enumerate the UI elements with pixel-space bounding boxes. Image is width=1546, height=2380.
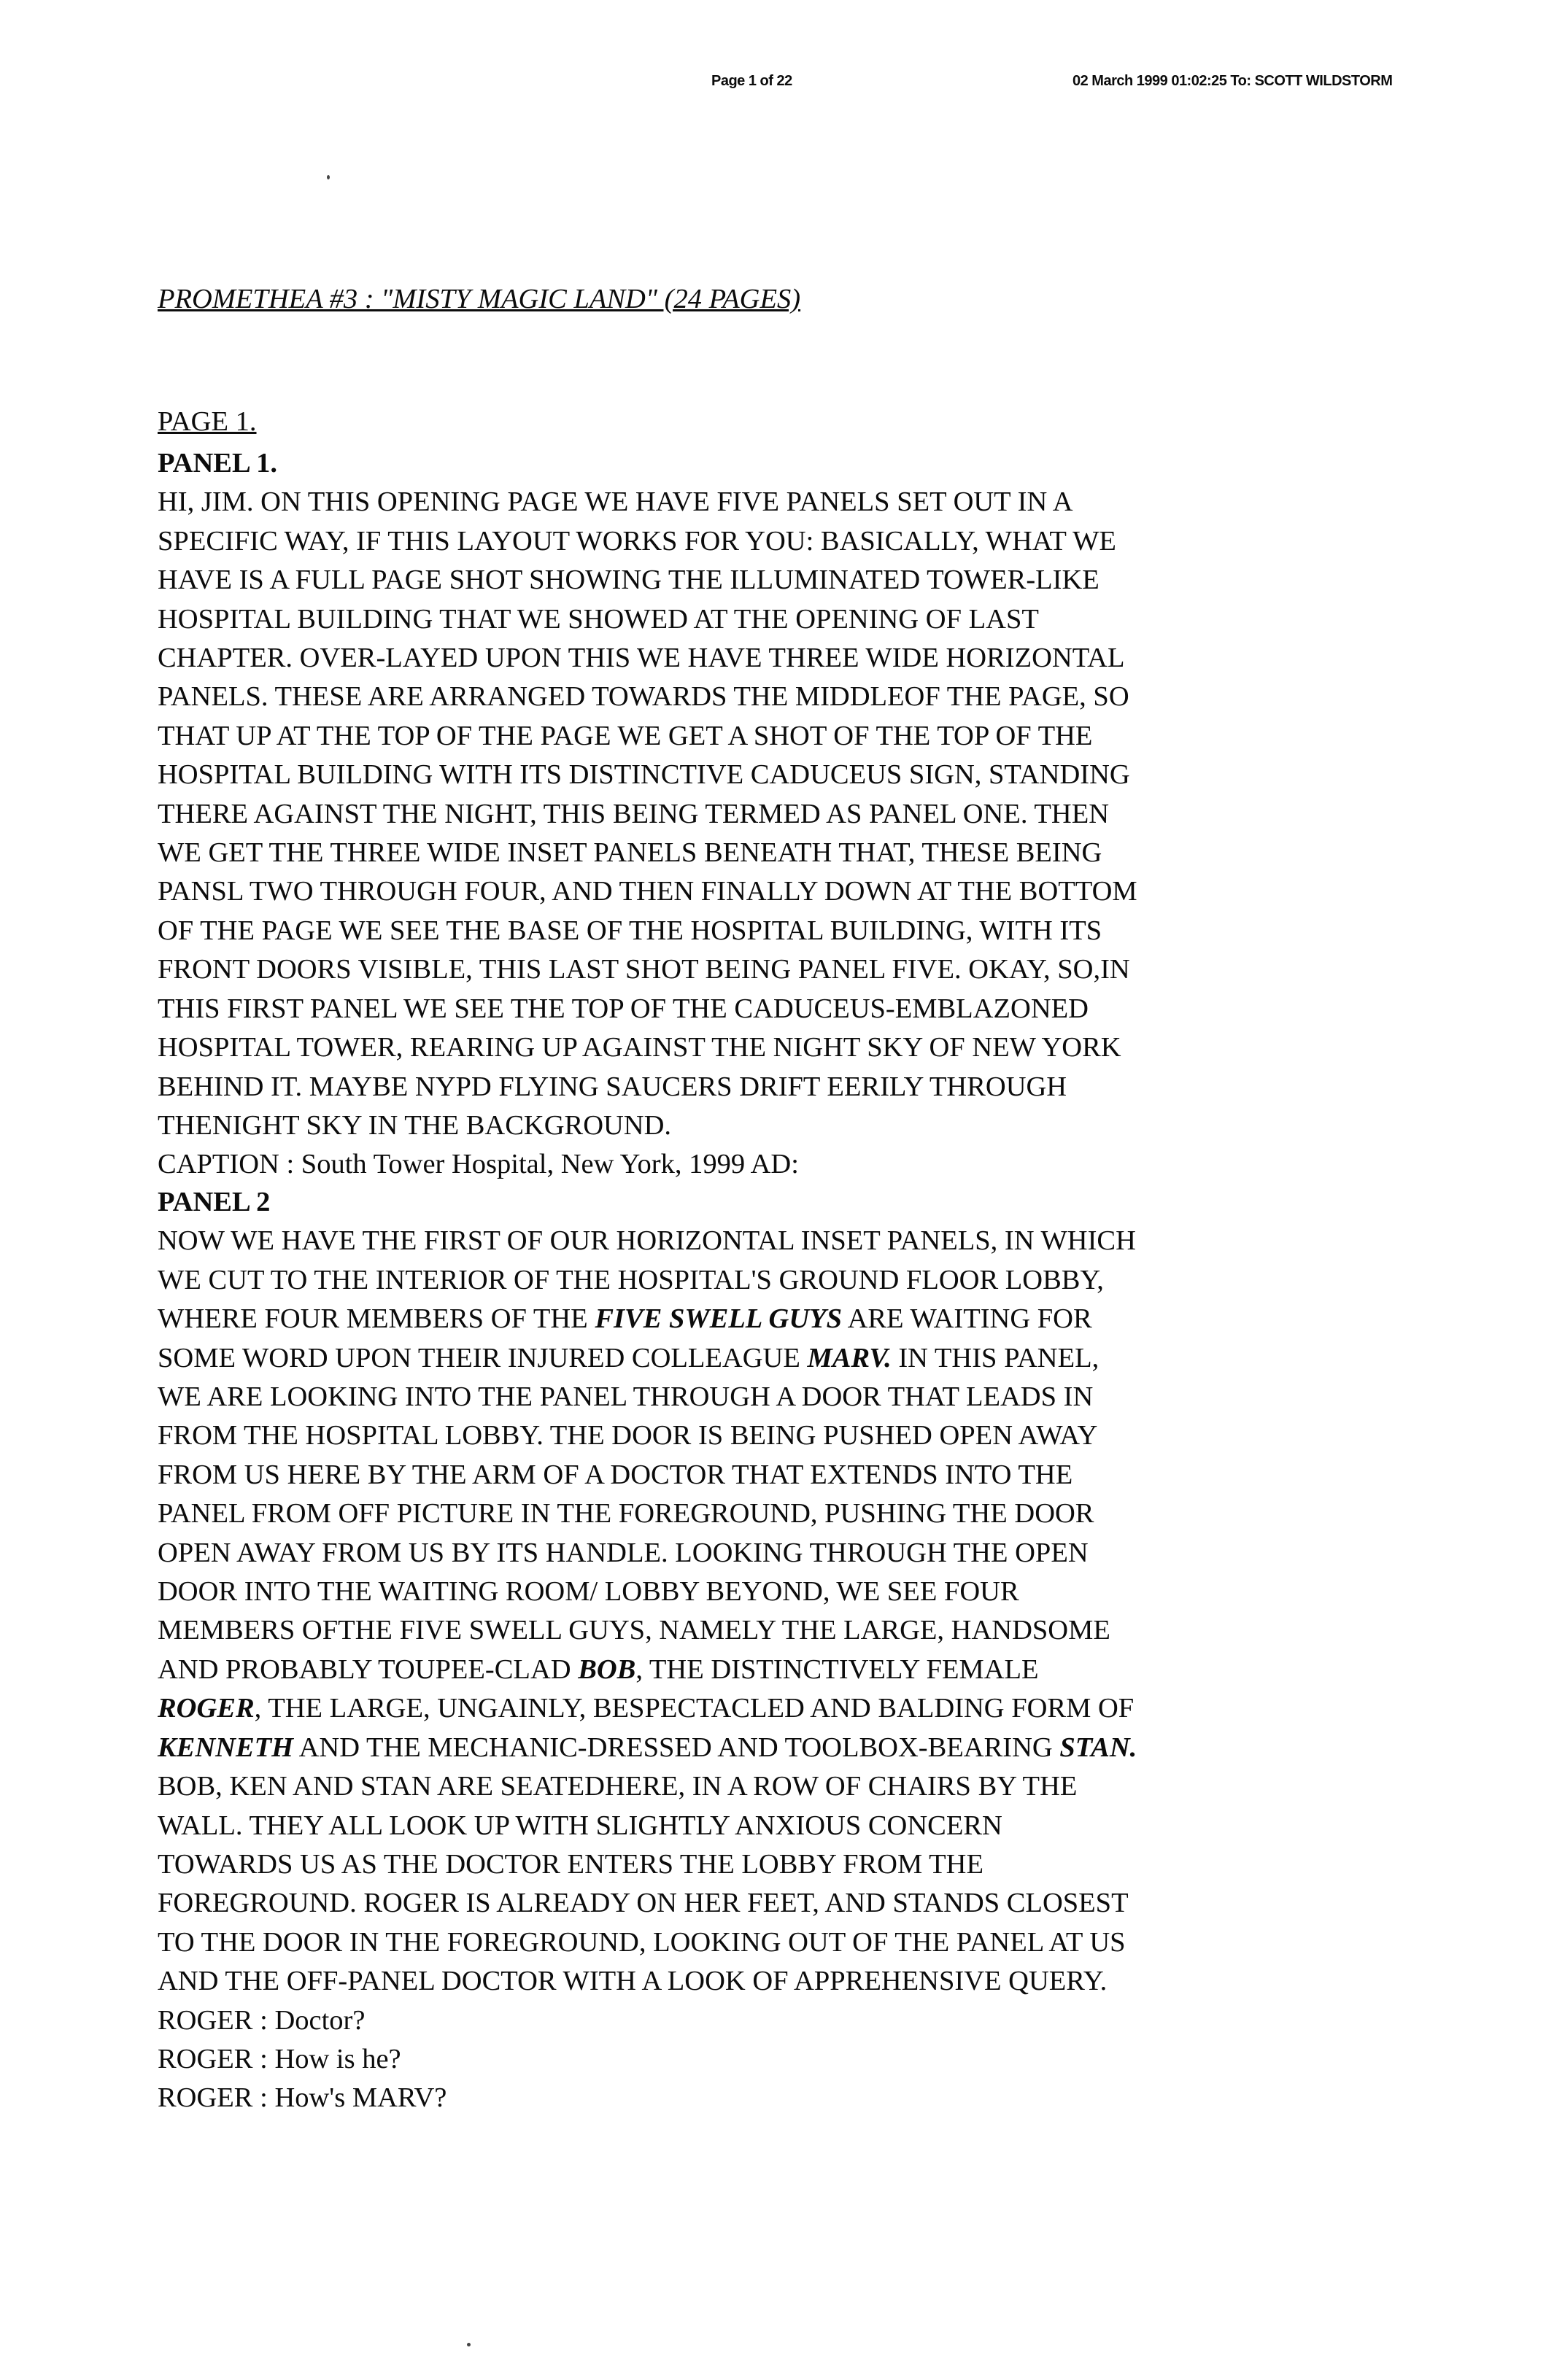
panel-2-line xyxy=(158,1651,1340,1689)
panel-1-line: CHAPTER. OVER-LAYED UPON THIS WE HAVE THREE WIDE HORIZONTAL xyxy=(158,643,1125,674)
panel-2-line-text: AND THE MECHANIC-DRESSED AND TOOLBOX-BEARING xyxy=(293,1732,1060,1763)
scan-speck xyxy=(467,2343,471,2346)
panel-2-line: WE CUT TO THE INTERIOR OF THE HOSPITAL'S GROUND FLOOR LOBBY, xyxy=(158,1264,1104,1295)
panel-1-line: THERE AGAINST THE NIGHT, THIS BEING TERMED AS PANEL ONE. THEN xyxy=(158,798,1110,829)
panel-2-line: AND THE OFF-PANEL DOCTOR WITH A LOOK OF APPREHENSIVE QUERY. xyxy=(158,1966,1108,1997)
emphasis-stan: STAN. xyxy=(1059,1732,1137,1763)
panel-1-line: HOSPITAL TOWER, REARING UP AGAINST THE NIGHT SKY OF NEW YORK xyxy=(158,1032,1121,1063)
dialogue-line xyxy=(158,2079,1340,2117)
panel-2-line: DOOR INTO THE WAITING ROOM/ LOBBY BEYOND, WE SEE FOUR xyxy=(158,1576,1019,1608)
panel-1-line: HOSPITAL BUILDING WITH ITS DISTINCTIVE CADUCEUS SIGN, STANDING xyxy=(158,759,1130,791)
dialogue-speaker: ROGER : xyxy=(158,2043,268,2074)
panel-1-line: THIS FIRST PANEL WE SEE THE TOP OF THE CADUCEUS-EMBLAZONED xyxy=(158,993,1089,1024)
panel-2-line-text: ARE WAITING FOR xyxy=(842,1303,1092,1335)
panel-1-line: HOSPITAL BUILDING THAT WE SHOWED AT THE OPENING OF LAST xyxy=(158,603,1039,635)
panel-2-line: FOREGROUND. ROGER IS ALREADY ON HER FEET, AND STANDS CLOSEST xyxy=(158,1888,1129,1919)
panel-2-line xyxy=(158,1689,1340,1728)
panel-2-line xyxy=(158,1300,1340,1338)
scan-speck xyxy=(327,175,330,179)
page-label: PAGE 1. xyxy=(158,406,257,437)
panel-2-line: TOWARDS US AS THE DOCTOR ENTERS THE LOBBY FROM THE xyxy=(158,1848,983,1880)
emphasis-roger: ROGER xyxy=(158,1693,255,1724)
caption-text: South Tower Hospital, New York, 1999 AD: xyxy=(301,1149,799,1180)
document-title: PROMETHEA #3 : "MISTY MAGIC LAND" (24 PAGES) xyxy=(158,284,801,314)
caption-line xyxy=(158,1145,1340,1184)
panel-2-heading: PANEL 2 xyxy=(158,1187,271,1217)
panel-2-line: FROM THE HOSPITAL LOBBY. THE DOOR IS BEING PUSHED OPEN AWAY xyxy=(158,1420,1098,1451)
emphasis-kenneth: KENNETH xyxy=(158,1732,294,1763)
panel-1-line: FRONT DOORS VISIBLE, THIS LAST SHOT BEING PANEL FIVE. OKAY, SO,IN xyxy=(158,954,1130,985)
panel-2-line: BOB, KEN AND STAN ARE SEATEDHERE, IN A ROW OF CHAIRS BY THE xyxy=(158,1771,1078,1802)
panel-1-line: WE GET THE THREE WIDE INSET PANELS BENEATH THAT, THESE BEING xyxy=(158,837,1102,869)
panel-2-line: WE ARE LOOKING INTO THE PANEL THROUGH A DOOR THAT LEADS IN xyxy=(158,1381,1094,1413)
panel-2-line: MEMBERS OFTHE FIVE SWELL GUYS, NAMELY THE LARGE, HANDSOME xyxy=(158,1615,1110,1646)
panel-1-line: THAT UP AT THE TOP OF THE PAGE WE GET A SHOT OF THE TOP OF THE xyxy=(158,720,1093,751)
dialogue-text: How is he? xyxy=(274,2043,401,2074)
panel-1-description xyxy=(158,483,1340,1145)
panel-2-line: NOW WE HAVE THE FIRST OF OUR HORIZONTAL INSET PANELS, IN WHICH xyxy=(158,1225,1136,1257)
panel-2-line: FROM US HERE BY THE ARM OF A DOCTOR THAT EXTENDS INTO THE xyxy=(158,1459,1073,1490)
panel-1-line: HI, JIM. ON THIS OPENING PAGE WE HAVE FIVE PANELS SET OUT IN A xyxy=(158,487,1073,518)
panel-1-section xyxy=(158,444,1340,1185)
panel-2-line-text: AND PROBABLY TOUPEE-CLAD xyxy=(158,1654,579,1685)
panel-1-line: OF THE PAGE WE SEE THE BASE OF THE HOSPITAL BUILDING, WITH ITS xyxy=(158,915,1102,946)
panel-2-section xyxy=(158,1183,1340,2118)
emphasis-marv: MARV. xyxy=(807,1342,892,1373)
panel-2-line-text: , THE LARGE, UNGAINLY, BESPECTACLED AND BALDING FORM OF xyxy=(254,1693,1135,1724)
emphasis-five-swell-guys: FIVE SWELL GUYS xyxy=(595,1303,843,1335)
panel-2-line xyxy=(158,1339,1340,1378)
dialogue-text: Doctor? xyxy=(274,2004,366,2036)
panel-2-line xyxy=(158,1729,1340,1767)
caption-speaker: CAPTION : xyxy=(158,1149,295,1180)
dialogue-speaker: ROGER : xyxy=(158,2082,268,2114)
panel-1-line: HAVE IS A FULL PAGE SHOT SHOWING THE ILLUMINATED TOWER-LIKE xyxy=(158,565,1099,596)
panel-1-line: SPECIFIC WAY, IF THIS LAYOUT WORKS FOR YOU: BASICALLY, WHAT WE xyxy=(158,525,1116,557)
panel-1-line: PANSL TWO THROUGH FOUR, AND THEN FINALLY DOWN AT THE BOTTOM xyxy=(158,876,1137,907)
panel-1-line: BEHIND IT. MAYBE NYPD FLYING SAUCERS DRIFT EERILY THROUGH xyxy=(158,1071,1067,1102)
panel-1-line: THENIGHT SKY IN THE BACKGROUND. xyxy=(158,1109,672,1141)
panel-2-line: PANEL FROM OFF PICTURE IN THE FOREGROUND, PUSHING THE DOOR xyxy=(158,1498,1094,1530)
panel-1-heading: PANEL 1. xyxy=(158,448,278,478)
fax-transmission-stamp: 02 March 1999 01:02:25 To: SCOTT WILDSTORM xyxy=(1072,73,1393,89)
panel-2-line-text: IN THIS PANEL, xyxy=(891,1342,1099,1373)
emphasis-bob: BOB xyxy=(578,1654,636,1685)
panel-2-line: TO THE DOOR IN THE FOREGROUND, LOOKING OUT OF THE PANEL AT US xyxy=(158,1926,1126,1958)
panel-2-line: OPEN AWAY FROM US BY ITS HANDLE. LOOKING THROUGH THE OPEN xyxy=(158,1537,1089,1568)
dialogue-speaker: ROGER : xyxy=(158,2004,268,2036)
panel-2-line: WALL. THEY ALL LOOK UP WITH SLIGHTLY ANXIOUS CONCERN xyxy=(158,1810,1002,1841)
panel-2-line-text: SOME WORD UPON THEIR INJURED COLLEAGUE xyxy=(158,1342,808,1373)
dialogue-text: How's MARV? xyxy=(274,2082,447,2114)
dialogue-line xyxy=(158,2040,1340,2079)
fax-header xyxy=(0,73,1546,102)
panel-2-description xyxy=(158,1222,1340,2001)
fax-page-number: Page 1 of 22 xyxy=(711,73,792,89)
panel-2-line-text: WHERE FOUR MEMBERS OF THE xyxy=(158,1303,595,1335)
panel-2-line-text: , THE DISTINCTIVELY FEMALE xyxy=(635,1654,1039,1685)
panel-1-line: PANELS. THESE ARE ARRANGED TOWARDS THE MIDDLEOF THE PAGE, SO xyxy=(158,681,1129,713)
dialogue-line xyxy=(158,2001,1340,2040)
